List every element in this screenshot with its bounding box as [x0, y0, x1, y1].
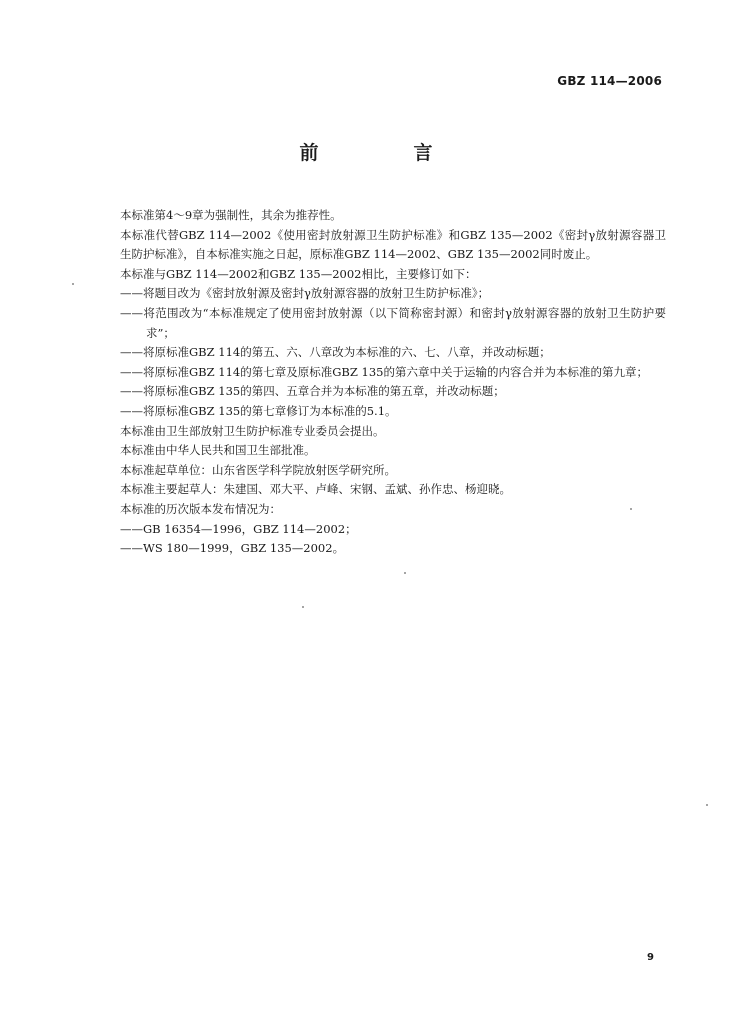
revision-item-title: ——将题目改为《密封放射源及密封γ放射源容器的放射卫生防护标准》；: [120, 286, 490, 301]
paragraph-drafters: 本标准主要起草人：朱建国、邓大平、卢峰、宋钢、孟斌、孙作忠、杨迎晓。: [120, 482, 511, 497]
scan-speck: [630, 508, 632, 510]
history-item-2: ——WS 180—1999，GBZ 135—2002。: [120, 541, 345, 556]
revision-item-transport: ——将原标准GBZ 114的第七章及原标准GBZ 135的第六章中关于运输的内容合并为本标准的第九章；: [120, 364, 648, 379]
scan-speck: [404, 572, 406, 574]
history-item-1: ——GB 16354—1996，GBZ 114—2002；: [120, 521, 357, 536]
paragraph-approver: 本标准由中华人民共和国卫生部批准。: [120, 443, 316, 458]
revision-item-merge: ——将原标准GBZ 135的第四、五章合并为本标准的第五章，并改动标题；: [120, 384, 505, 399]
page-title: 前 言: [299, 142, 471, 164]
scan-speck: [72, 283, 74, 285]
foreword-body: [120, 206, 666, 559]
paragraph-proposer: 本标准由卫生部放射卫生防护标准专业委员会提出。: [120, 423, 385, 438]
revision-item-scope: ——将范围改为“本标准规定了使用密封放射源（以下简称密封源）和密封γ放射源容器的放射卫生防护要求”；: [120, 305, 666, 340]
revision-item-section: ——将原标准GBZ 135的第七章修订为本标准的5.1。: [120, 403, 397, 418]
scan-speck: [706, 804, 708, 806]
paragraph-revision-intro: 本标准与GBZ 114—2002和GBZ 135—2002相比，主要修订如下：: [120, 266, 477, 281]
paragraph-mandatory-chapters: 本标准第4～9章为强制性，其余为推荐性。: [120, 208, 342, 222]
scan-speck: [302, 606, 304, 608]
paragraph-history-intro: 本标准的历次版本发布情况为：: [120, 501, 281, 516]
paragraph-drafting-unit: 本标准起草单位：山东省医学科学院放射医学研究所。: [120, 462, 396, 477]
page-number: 9: [647, 952, 654, 963]
paragraph-replacement: 本标准代替GBZ 114—2002《使用密封放射源卫生防护标准》和GBZ 135—2002《密封γ放射源容器卫生防护标准》，自本标准实施之日起，原标准GBZ 114—2002、GBZ 135—2002同时废止。: [120, 227, 666, 262]
revision-item-chapters: ——将原标准GBZ 114的第五、六、八章改为本标准的六、七、八章，并改动标题；: [120, 345, 551, 360]
standard-code: GBZ 114—2006: [557, 74, 662, 88]
